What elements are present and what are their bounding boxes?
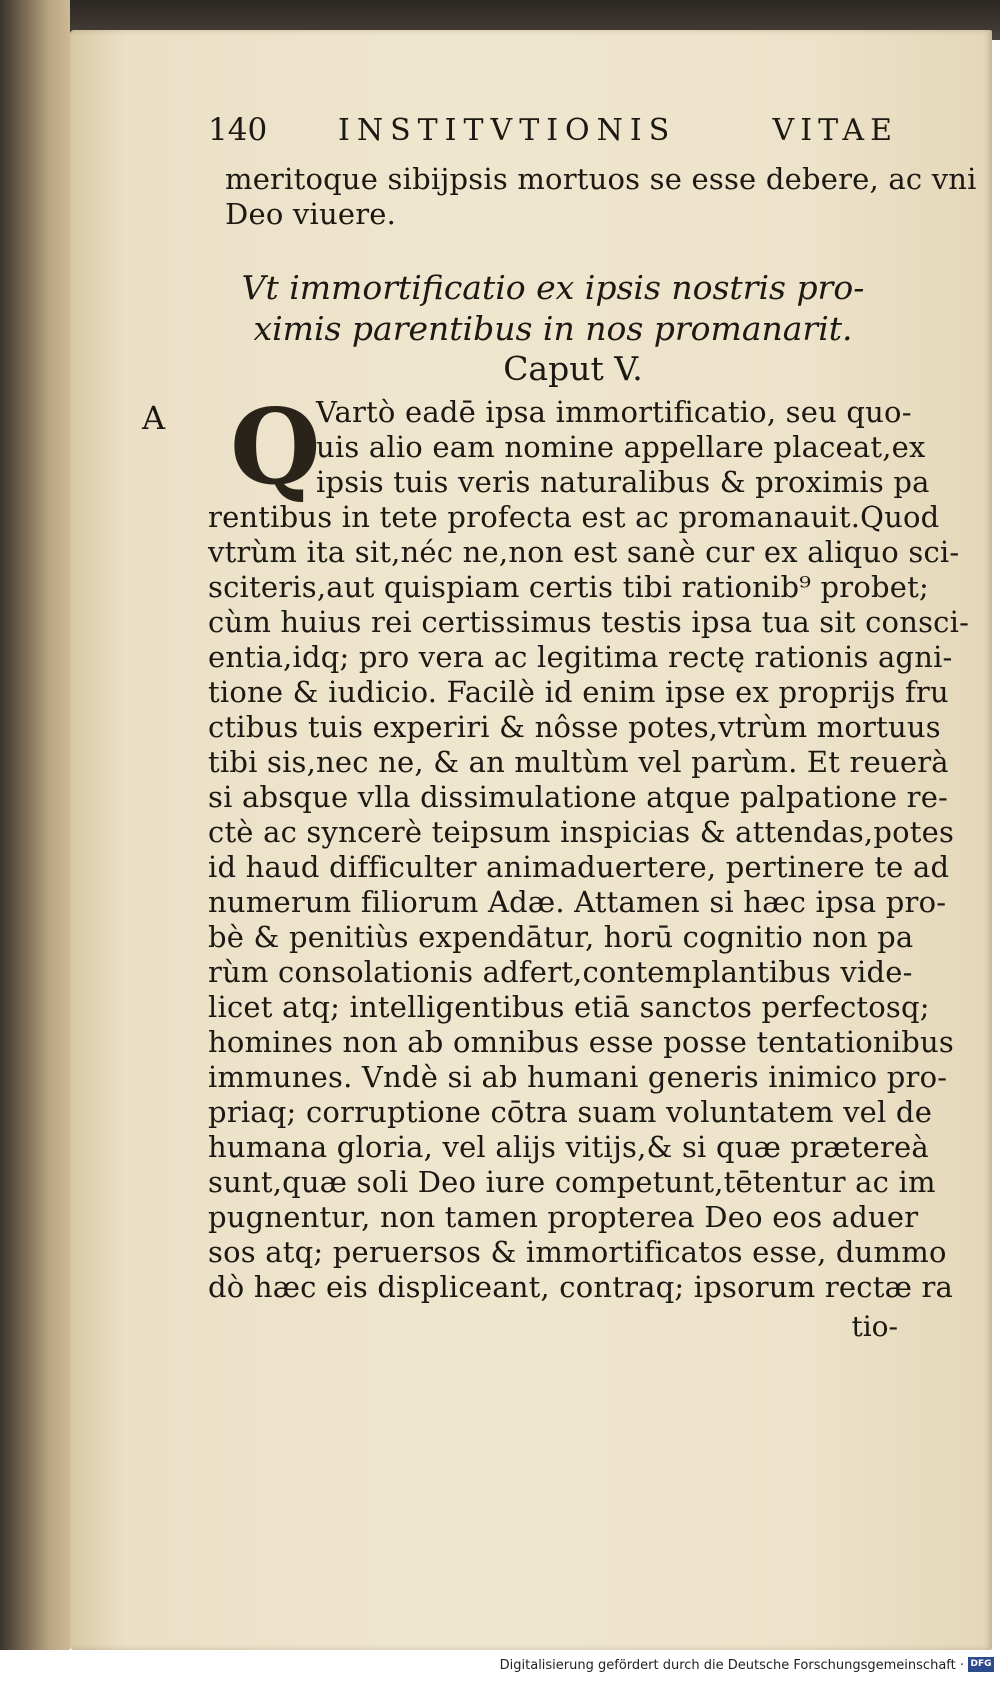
text-line: cùm huius rei certissimus testis ipsa tua sit consci- [208,605,970,639]
text-line: immunes. Vndè si ab humani generis inimico pro- [208,1060,948,1094]
chapter-heading-line: Vt immortificatio ex ipsis nostris pro- [241,268,865,307]
funding-credit: Digitalisierung gefördert durch die Deutsche Forschungsgemeinschaft · [499,1658,964,1673]
text-line: tibi sis,nec ne, & an multùm vel parùm. Et reuerà [208,745,949,779]
text-line: dò hæc eis displiceant, contraq; ipsorum rectæ ra [208,1270,953,1304]
text-line: rentibus in tete profecta est ac promanauit.Quod [208,500,940,534]
text-line: bè & penitiùs expendātur, horū cognitio non pa [208,920,914,954]
text-line: tione & iudicio. Facilè id enim ipse ex proprijs fru [208,675,949,709]
chapter-number: Caput V. [503,349,643,388]
text-line: sunt,quæ soli Deo iure competunt,tētentur ac im [208,1165,936,1199]
running-head-title: INSTITVTIONIS [338,113,677,148]
margin-letter: A [142,399,166,437]
text-line: ctibus tuis experiri & nôsse potes,vtrùm mortuus [208,710,941,744]
carry-over-text [225,162,977,232]
text-line: id haud difficulter animaduertere, pertinere te ad [208,850,950,884]
running-head [208,112,898,162]
text-line: entia,idq; pro vera ac legitima rectę rationis agni- [208,640,953,674]
text-line: sciteris,aut quispiam certis tibi rationib⁹ probet; [208,570,929,604]
text-line: pugnentur, non tamen propterea Deo eos aduer [208,1200,919,1234]
chapter-body [142,385,970,1345]
text-line: licet atq; intelligentibus etiā sanctos perfectosq; [208,990,930,1024]
text-line: ipsis tuis veris naturalibus & proximis pa [316,465,930,499]
text-line: rùm consolationis adfert,contemplantibus vide- [208,955,913,989]
book-page [70,30,992,1650]
text-line: si absque vlla dissimulatione atque palpatione re- [208,780,949,814]
text-line: priaq; corruptione cōtra suam voluntatem vel de [208,1095,933,1129]
page-text-area [142,112,977,1345]
text-line: uis alio eam nomine appellare placeat,ex [316,430,926,464]
text-line: numerum filiorum Adæ. Attamen si hæc ipsa pro- [208,885,947,919]
text-line: humana gloria, vel alijs vitijs,& si quæ prætereà [208,1130,929,1164]
text-line: ctè ac syncerè teipsum inspicias & attendas,potes [208,815,955,849]
text-line: homines non ab omnibus esse posse tentationibus [208,1025,954,1059]
page-number: 140 [208,112,268,148]
running-head-title-right: VITAE [772,113,898,148]
text-line: sos atq; peruersos & immortificatos esse, dummo [208,1235,947,1269]
book-spine-edge [0,0,70,1650]
chapter-heading-line: ximis parentibus in nos promanarit. [253,309,853,348]
chapter-heading [208,267,898,349]
footer-bar [0,1650,1000,1682]
dfg-logo-icon: DFG [968,1657,994,1672]
text-line: vtrùm ita sit,néc ne,non est sanè cur ex aliquo sci- [208,535,960,569]
text-line: meritoque sibijpsis mortuos se esse debere, ac vni [225,162,977,196]
text-line: Vartò eadē ipsa immortificatio, seu quo- [316,395,912,429]
text-line: Deo viuere. [225,197,397,231]
drop-cap-initial: Q [230,385,321,508]
catchword: tio- [851,1310,898,1343]
